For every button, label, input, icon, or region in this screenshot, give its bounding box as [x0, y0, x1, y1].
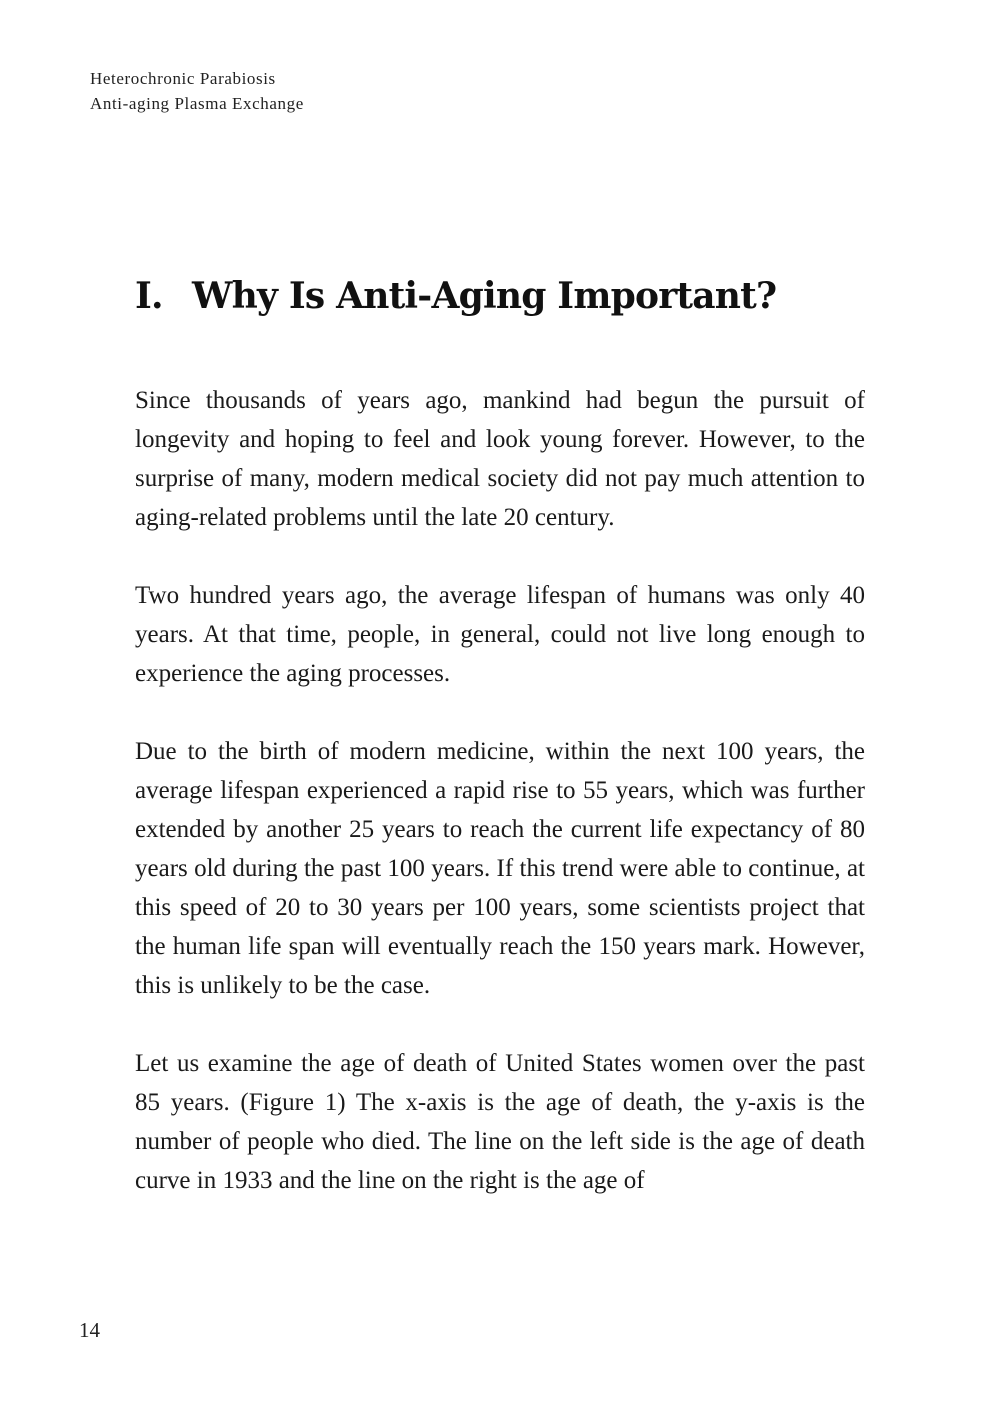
paragraph: Due to the birth of modern medicine, within the next 100 years, the average lifespan experienced a rapid rise to 55 years, which was further extended by another 25 years to reach the current life expectancy of 80 years old during the past 100 years. If this trend were able to continue, at this speed of 20 to 30 years per 100 years, some scientists project that the human life span will eventually reach the 150 years mark. However, this is unlikely to be the case. — [135, 738, 865, 999]
chapter-number: I. — [135, 275, 163, 317]
chapter-title-text: Why Is Anti-Aging Important? — [192, 275, 777, 317]
running-head-book-title: Heterochronic Parabiosis — [90, 69, 276, 88]
paragraph: Let us examine the age of death of United States women over the past 85 years. (Figure 1) The x-axis is the age of death, the y-axis is the number of people who died. The line on the left side is the age of death curve in 1933 and the line on the right is the age of — [135, 1050, 865, 1194]
running-head — [90, 66, 304, 116]
paragraph: Two hundred years ago, the average lifespan of humans was only 40 years. At that time, people, in general, could not live long enough to experience the aging processes. — [135, 582, 865, 687]
body-text — [135, 381, 865, 1200]
page-number: 14 — [79, 1318, 100, 1342]
chapter-title — [135, 268, 776, 324]
running-head-subtitle: Anti-aging Plasma Exchange — [90, 94, 304, 113]
paragraph: Since thousands of years ago, mankind had begun the pursuit of longevity and hoping to feel and look young forever. However, to the surprise of many, modern medical society did not pay much attention to aging-related problems until the late 20 century. — [135, 387, 865, 531]
